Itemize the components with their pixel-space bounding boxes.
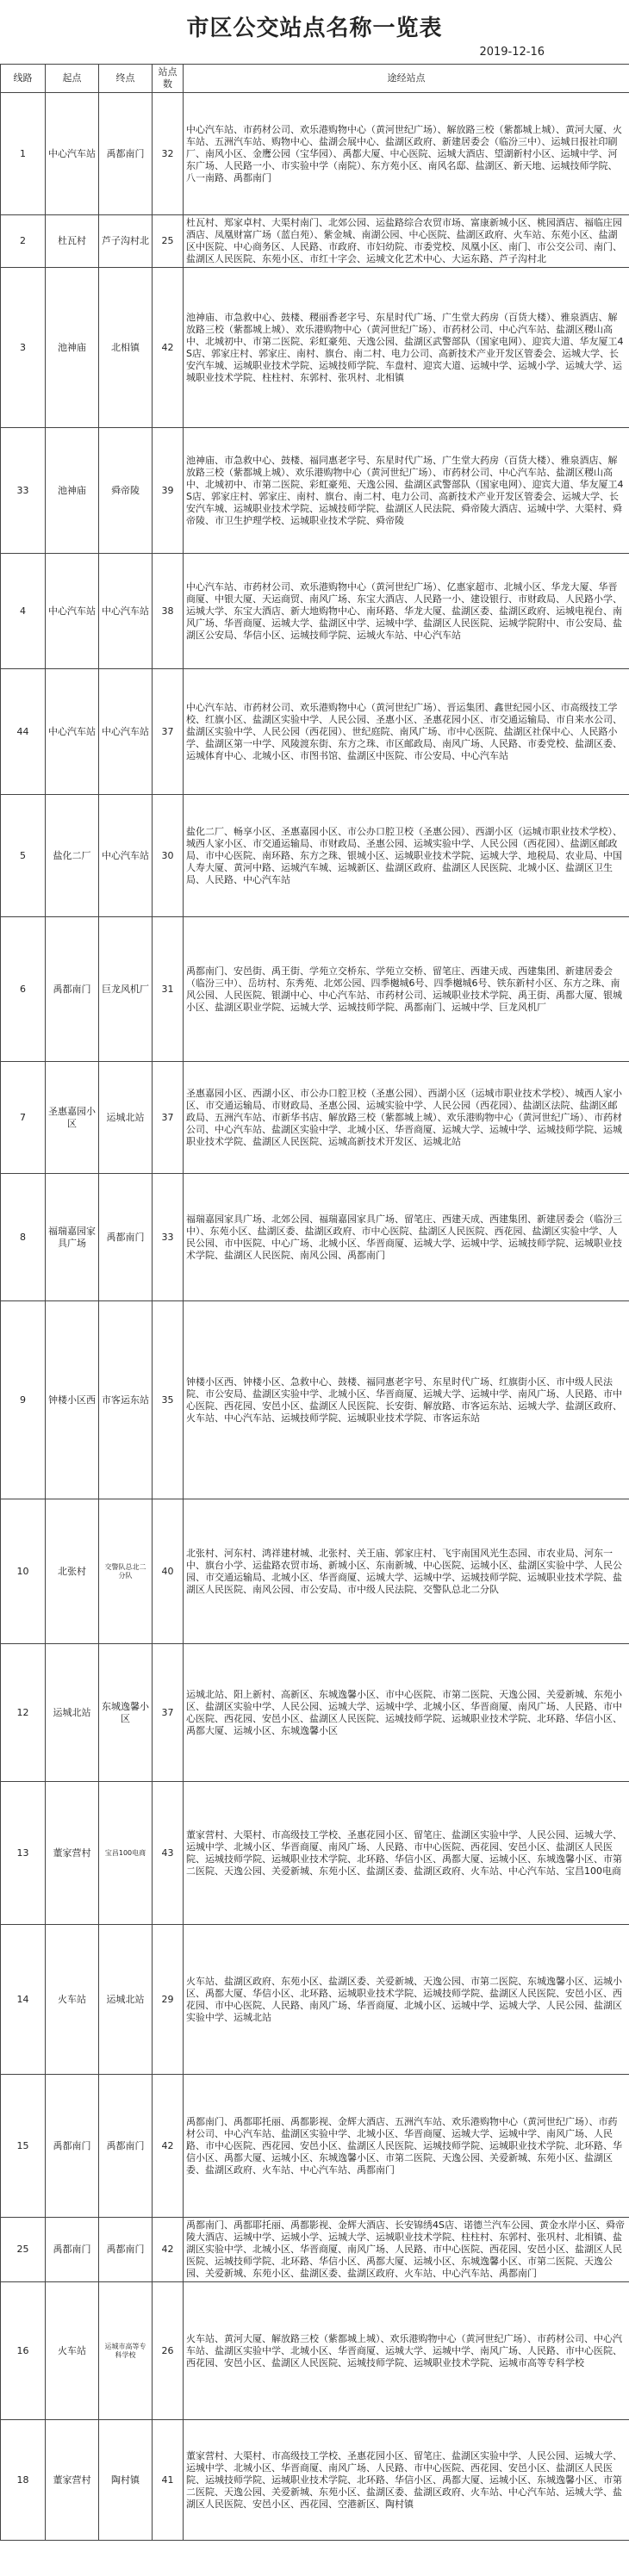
table-row xyxy=(1,554,629,669)
row-line-number: 4 xyxy=(1,554,46,669)
row-route-stops: 运城北站、阳上新村、高新区、东城逸馨小区、市中心医院、市第二医院、天逸公园、关爱新城、东苑小区、盐湖区实验中学、人民公园、运城大学、运城中学、北城小区、华晋商厦、南风广场、人民路、市中心医院、西花园、安邑小区、盐湖区人民医院、运城技师学院、运城职业技术学院、北环路、华信小区、禹都大厦、运城小区、东城逸馨小区 xyxy=(184,1644,629,1782)
row-start-stop: 禹都南门 xyxy=(46,917,99,1062)
row-line-number: 44 xyxy=(1,669,46,795)
row-route-stops: 北张村、河东村、鸿祥建材城、北张村、关王庙、郭家庄村、飞宇南国风光生态园、市农业局、河东一中、旗台小学、运盐路农贸市场、新城小区、东南新城、中心医院、运城小区、盐湖区实验中学、人民公园、市交通运输局、北城小区、华晋商厦、运城大学、运城中学、运城技师学院、运城职业技术学院、盐湖区人民医院、南风公园、市公安局、市中级人民法院、交警队总北二分队 xyxy=(184,1499,629,1644)
page-date: 2019-12-16 xyxy=(0,46,629,59)
row-end-stop: 运城市高等专科学校 xyxy=(99,2282,153,2420)
table-row xyxy=(1,795,629,917)
row-end-stop: 舜帝陵 xyxy=(99,428,153,554)
row-stop-count: 29 xyxy=(153,1925,184,2075)
table-row xyxy=(1,1174,629,1301)
row-start-stop: 火车站 xyxy=(46,2282,99,2420)
row-stop-count: 30 xyxy=(153,795,184,917)
row-line-number: 12 xyxy=(1,1644,46,1782)
row-stop-count: 31 xyxy=(153,917,184,1062)
row-start-stop: 圣惠嘉园小区 xyxy=(46,1062,99,1174)
header-start: 起点 xyxy=(46,65,99,93)
table-row xyxy=(1,428,629,554)
row-end-stop: 巨龙风机厂 xyxy=(99,917,153,1062)
row-line-number: 33 xyxy=(1,428,46,554)
row-stop-count: 38 xyxy=(153,554,184,669)
row-stop-count: 33 xyxy=(153,1174,184,1301)
table-row xyxy=(1,1301,629,1499)
row-end-stop: 禹都南门 xyxy=(99,2218,153,2282)
row-stop-count: 37 xyxy=(153,669,184,795)
row-line-number: 18 xyxy=(1,2420,46,2541)
row-route-stops: 福瑞嘉园家具广场、北郊公园、福瑞嘉园家具广场、留笔庄、西建天成、西建集团、新建居委会（临汾三中）、东苑小区、盐湖区委、盐湖区政府、市中心医院、盐湖区人民医院、西花园、盐湖区实验中学、人民公园、市中医院、中心广场、北城小区、华晋商厦、运城大学、运城中学、运城技师学院、运城职业技术学院、盐湖区人民医院、南风公园、禹都南门 xyxy=(184,1174,629,1301)
row-stop-count: 42 xyxy=(153,2075,184,2218)
row-start-stop: 盐化二厂 xyxy=(46,795,99,917)
row-route-stops: 圣惠嘉园小区、西湖小区、市公办口腔卫校（圣惠公园）、西湖小区（运城市职业技术学校）、城西人家小区、市交通运输局、市财政局、圣惠公园、运城实验中学、人民公园（西花园）、盐湖区法院、盐湖区邮政局、五洲汽车站、市新华书店、解放路三校（紫都城上城）、欢乐港购物中心（黄河世纪广场）、市药材公司、中心汽车站、盐湖区实验中学、北城小区、华晋商厦、运城大学、运城中学、运城技师学院、运城职业技术学院、盐湖区人民医院、运城高新技术开发区、运城北站 xyxy=(184,1062,629,1174)
row-start-stop: 杜瓦村 xyxy=(46,215,99,268)
table-row xyxy=(1,268,629,428)
row-start-stop: 董家营村 xyxy=(46,1782,99,1925)
header-route: 途经站点 xyxy=(184,65,629,93)
row-route-stops: 董家营村、大渠村、市高级技工学校、圣惠花园小区、留笔庄、盐湖区实验中学、人民公园、运城大学、运城中学、北城小区、华晋商厦、南风广场、人民路、市中心医院、西花园、安邑小区、盐湖区人民医院、运城技师学院、运城职业技术学院、北环路、华信小区、禹都大厦、运城小区、东城逸馨小区、市第二医院、天逸公园、关爱新城、东苑小区、盐湖区委、盐湖区政府、火车站、中心汽车站、运城大学、盐湖区人民医院、安邑小区、西花园、空港新区、陶村镇 xyxy=(184,2420,629,2541)
row-route-stops: 禹都南门、安邑街、禹王街、学苑立交桥东、学苑立交桥、留笔庄、西建天成、西建集团、新建居委会（临汾三中）、岳坊村、东秀苑、北郊公园、四季樾城6号、四季樾城6号、铁东新村小区、东方之珠、南风公园、人民医院、银湖中心、中心汽车站、市药材公司、运城职业技术学院、禹王街、禹都大厦、银城小区、盐湖区职业学院、运城大学、运城技师学院、禹都南门、运城中学、巨龙风机厂 xyxy=(184,917,629,1062)
table-row xyxy=(1,2282,629,2420)
table-row xyxy=(1,917,629,1062)
row-start-stop: 福瑞嘉园家具广场 xyxy=(46,1174,99,1301)
row-start-stop: 北张村 xyxy=(46,1499,99,1644)
row-line-number: 6 xyxy=(1,917,46,1062)
table-row xyxy=(1,1062,629,1174)
row-end-stop: 芦子沟村北 xyxy=(99,215,153,268)
row-stop-count: 40 xyxy=(153,1499,184,1644)
table-row xyxy=(1,1499,629,1644)
row-line-number: 15 xyxy=(1,2075,46,2218)
row-end-stop: 中心汽车站 xyxy=(99,669,153,795)
row-line-number: 2 xyxy=(1,215,46,268)
page xyxy=(0,10,629,2576)
header-end: 终点 xyxy=(99,65,153,93)
row-route-stops: 火车站、盐湖区政府、东苑小区、盐湖区委、关爱新城、天逸公园、市第二医院、东城逸馨小区、运城小区、禹都大厦、华信小区、北环路、运城职业技术学院、运城技师学院、盐湖区人民医院、安邑小区、西花园、市中心医院、人民路、南风广场、华晋商厦、北城小区、运城中学、运城大学、人民公园、盐湖区实验中学、运城北站 xyxy=(184,1925,629,2075)
table-body xyxy=(1,93,629,2541)
table-row xyxy=(1,1925,629,2075)
row-start-stop: 池神庙 xyxy=(46,268,99,428)
row-start-stop: 运城北站 xyxy=(46,1644,99,1782)
table-row xyxy=(1,93,629,215)
table-row xyxy=(1,2075,629,2218)
header-count: 站点数 xyxy=(153,65,184,93)
row-end-stop: 宝昌100电商 xyxy=(99,1782,153,1925)
table-row xyxy=(1,2218,629,2282)
row-route-stops: 中心汽车站、市药材公司、欢乐港购物中心（黄河世纪广场）、解放路三校（紫都城上城）、黄河大厦、火车站、五洲汽车站、购物中心、盐湖会展中心、盐湖区政府、新建居委会（临汾三中）、运城日报社印刷厂、南风小区、金鹰公园（宝华园）、禹都大厦、中心医院、运城大酒店、望湖新村小区、运城中学、河东广场、人民路一小、市实验中学（南院）、东方苑小区、南风名邸、盐湖区、新天地、运城技师学院、八一南路、禹都南门 xyxy=(184,93,629,215)
row-start-stop: 钟楼小区西 xyxy=(46,1301,99,1499)
row-line-number: 3 xyxy=(1,268,46,428)
row-route-stops: 杜瓦村、郑家卓村、大渠村南门、北郊公园、运盐路综合农贸市场、富康新城小区、桃园酒店、福临庄园酒店、凤凰财富广场（蓝白苑）、紫金城、南湖公园、中心医院、盐湖区政府、火车站、东苑小区、盐湖区中医院、中心商务区、人民路、市政府、市妇幼院、市委党校、凤凰小区、南门、市公交公司、南门、盐湖区人民医院、东苑小区、市红十字会、运城文化艺术中心、大运东路、芦子沟村北 xyxy=(184,215,629,268)
row-end-stop: 北相镇 xyxy=(99,268,153,428)
row-end-stop: 运城北站 xyxy=(99,1925,153,2075)
row-route-stops: 盐化二厂、畅享小区、圣惠嘉园小区、市公办口腔卫校（圣惠公园）、西湖小区（运城市职业技术学校）、城西人家小区、市交通运输局、市财政局、圣惠公园、运城实验中学、人民公园（西花园）、盐湖区邮政局、市中心医院、南环路、东方之珠、银城小区、运城职业技术学院、运城大学、地税局、农业局、中国人寿大厦、黄河中路、运城汽车城、运城新区、盐湖区政府、盐湖区人民医院、北城小区、盐湖区卫生局、人民路、中心汽车站 xyxy=(184,795,629,917)
row-start-stop: 中心汽车站 xyxy=(46,669,99,795)
row-route-stops: 禹都南门、禹都耶托丽、禹都影视、金辉大酒店、五洲汽车站、欢乐港购物中心（黄河世纪广场）、市药材公司、中心汽车站、盐湖区实验中学、北城小区、华晋商厦、运城大学、运城中学、南风广场、人民路、市中心医院、西花园、安邑小区、盐湖区人民医院、运城技师学院、运城职业技术学院、北环路、华信小区、禹都大厦、运城小区、东城逸馨小区、市第二医院、天逸公园、关爱新城、东苑小区、盐湖区委、盐湖区政府、火车站、中心汽车站、禹都南门 xyxy=(184,2075,629,2218)
page-title: 市区公交站点名称一览表 xyxy=(0,10,629,42)
row-route-stops: 火车站、黄河大厦、解放路三校（紫都城上城）、欢乐港购物中心（黄河世纪广场）、市药材公司、中心汽车站、盐湖区实验中学、北城小区、华晋商厦、运城大学、运城中学、南风广场、人民路、市中心医院、西花园、安邑小区、盐湖区人民医院、运城技师学院、运城职业技术学院、运城市高等专科学校 xyxy=(184,2282,629,2420)
row-stop-count: 35 xyxy=(153,1301,184,1499)
row-end-stop: 禹都南门 xyxy=(99,93,153,215)
row-start-stop: 池神庙 xyxy=(46,428,99,554)
row-start-stop: 中心汽车站 xyxy=(46,554,99,669)
table-row xyxy=(1,215,629,268)
row-line-number: 5 xyxy=(1,795,46,917)
row-end-stop: 市客运东站 xyxy=(99,1301,153,1499)
row-stop-count: 26 xyxy=(153,2282,184,2420)
row-end-stop: 东城逸馨小区 xyxy=(99,1644,153,1782)
row-stop-count: 42 xyxy=(153,2218,184,2282)
row-stop-count: 43 xyxy=(153,1782,184,1925)
row-route-stops: 董家营村、大渠村、市高级技工学校、圣惠花园小区、留笔庄、盐湖区实验中学、人民公园、运城大学、运城中学、北城小区、华晋商厦、南风广场、人民路、市中心医院、西花园、安邑小区、盐湖区人民医院、运城技师学院、运城职业技术学院、北环路、华信小区、禹都大厦、运城小区、东城逸馨小区、市第二医院、天逸公园、关爱新城、东苑小区、盐湖区委、盐湖区政府、火车站、中心汽车站、宝昌100电商 xyxy=(184,1782,629,1925)
row-start-stop: 中心汽车站 xyxy=(46,93,99,215)
row-start-stop: 禹都南门 xyxy=(46,2075,99,2218)
table-header-row xyxy=(1,65,629,93)
row-route-stops: 池神庙、市急救中心、鼓楼、稷丽香老字号、东星时代广场、广生堂大药房（百货大楼）、雅泉酒店、解放路三校（紫都城上城）、欢乐港购物中心（黄河世纪广场）、市药材公司、中心汽车站、盐湖区稷山高中、北城初中、市第二医院、彩虹豪苑、天逸公园、盐湖区武警部队（国家电网）、迎宾大道、华友厦工4S店、郭家庄村、郭家庄、南村、旗台、南二村、电力公司、高新技术产业开发区管委会、运城大学、长安汽车城、运城职业技术学院、运城技师学院、车盘村、迎宾大道、运城中学、运城小学、运城大学、运城职业技术学院、柱柱村、东郭村、张巩村、北相镇 xyxy=(184,268,629,428)
row-route-stops: 中心汽车站、市药材公司、欢乐港购物中心（黄河世纪广场）、亿惠家超市、北城小区、华龙大厦、华晋商厦、中银大厦、天运商贸、南风广场、东宝大酒店、人民路一小、建设银行、市财政局、人民路小学、运城大学、东宝大酒店、新大地购物中心、南环路、华龙大厦、盐湖区委、盐湖区政府、运城电视台、南风广场、华晋商厦、运城大学、盐湖区中学、运城中学、盐湖区人民医院、运城学院附中、市公安局、盐湖区公安局、华信小区、运城技师学院、运城火车站、中心汽车站 xyxy=(184,554,629,669)
row-start-stop: 火车站 xyxy=(46,1925,99,2075)
row-end-stop: 中心汽车站 xyxy=(99,795,153,917)
row-stop-count: 41 xyxy=(153,2420,184,2541)
row-stop-count: 37 xyxy=(153,1062,184,1174)
row-route-stops: 中心汽车站、市药材公司、欢乐港购物中心（黄河世纪广场）、晋运集团、鑫世纪园小区、市高级技工学校、红旗小区、盐湖区实验中学、人民公园、圣惠小区、圣惠花园小区、市交通运输局、市自来水公司、盐湖区实验中学、人民公园（西花园）、世纪庭院、南风广场、市中心医院、盐湖区社保中心、人民路小学、盐湖区第一中学、风陵渡东街、东方之珠、市区邮政局、南风广场、人民路、市委党校、盐湖区委、运城体育中心、北城小区、市图书馆、盐湖区中医院、市公安局、中心汽车站 xyxy=(184,669,629,795)
row-stop-count: 39 xyxy=(153,428,184,554)
row-line-number: 14 xyxy=(1,1925,46,2075)
row-route-stops: 禹都南门、禹都耶托丽、禹都影视、金辉大酒店、长安锦绣4S店、诺德兰汽车公园、黄金水岸小区、舜帝陵大酒店、运城中学、运城小学、运城大学、运城职业技术学院、柱柱村、东郭村、张巩村、北相镇、盐湖区实验中学、北城小区、华晋商厦、南风广场、人民路、市中心医院、西花园、安邑小区、盐湖区人民医院、运城技师学院、北环路、华信小区、禹都大厦、运城小区、东城逸馨小区、市第二医院、天逸公园、关爱新城、东苑小区、盐湖区委、盐湖区政府、火车站、中心汽车站、禹都南门 xyxy=(184,2218,629,2282)
row-line-number: 8 xyxy=(1,1174,46,1301)
row-line-number: 10 xyxy=(1,1499,46,1644)
row-start-stop: 禹都南门 xyxy=(46,2218,99,2282)
row-stop-count: 25 xyxy=(153,215,184,268)
row-route-stops: 池神庙、市急救中心、鼓楼、福同惠老字号、东星时代广场、广生堂大药房（百货大楼）、雅泉酒店、解放路三校（紫都城上城）、欢乐港购物中心（黄河世纪广场）、市药材公司、中心汽车站、盐湖区稷山高中、北城初中、市第二医院、彩虹豪苑、天逸公园、盐湖区武警部队（国家电网）、迎宾大道、华友厦工4S店、郭家庄村、郭家庄、南村、旗台、南二村、电力公司、高新技术产业开发区管委会、运城大学、长安汽车城、运城职业技术学院、运城技师学院、盐湖区人民法院、舜帝陵大酒店、运城中学、大渠村、舜帝陵、市卫生护理学校、运城职业技术学院、舜帝陵 xyxy=(184,428,629,554)
row-start-stop: 董家营村 xyxy=(46,2420,99,2541)
row-line-number: 13 xyxy=(1,1782,46,1925)
row-end-stop: 运城北站 xyxy=(99,1062,153,1174)
row-line-number: 16 xyxy=(1,2282,46,2420)
row-end-stop: 中心汽车站 xyxy=(99,554,153,669)
row-end-stop: 禹都南门 xyxy=(99,1174,153,1301)
row-stop-count: 37 xyxy=(153,1644,184,1782)
header-line: 线路 xyxy=(1,65,46,93)
row-line-number: 1 xyxy=(1,93,46,215)
row-end-stop: 交警队总北二分队 xyxy=(99,1499,153,1644)
row-line-number: 25 xyxy=(1,2218,46,2282)
row-route-stops: 钟楼小区西、钟楼小区、急救中心、鼓楼、福同惠老字号、东星时代广场、红旗街小区、市中级人民法院、市公安局、盐湖区实验中学、北城小区、华晋商厦、运城大学、运城中学、南风广场、人民路、市中心医院、西花园、安邑小区、盐湖区人民医院、长安街、解放路、市客运东站、运城大学、盐湖区政府、火车站、中心汽车站、运城技师学院、运城职业技术学院、市客运东站 xyxy=(184,1301,629,1499)
row-line-number: 9 xyxy=(1,1301,46,1499)
bus-stop-table xyxy=(0,64,629,2541)
row-end-stop: 禹都南门 xyxy=(99,2075,153,2218)
table-row xyxy=(1,669,629,795)
table-row xyxy=(1,1644,629,1782)
row-end-stop: 陶村镇 xyxy=(99,2420,153,2541)
table-row xyxy=(1,2420,629,2541)
row-stop-count: 42 xyxy=(153,268,184,428)
table-row xyxy=(1,1782,629,1925)
row-line-number: 7 xyxy=(1,1062,46,1174)
row-stop-count: 32 xyxy=(153,93,184,215)
